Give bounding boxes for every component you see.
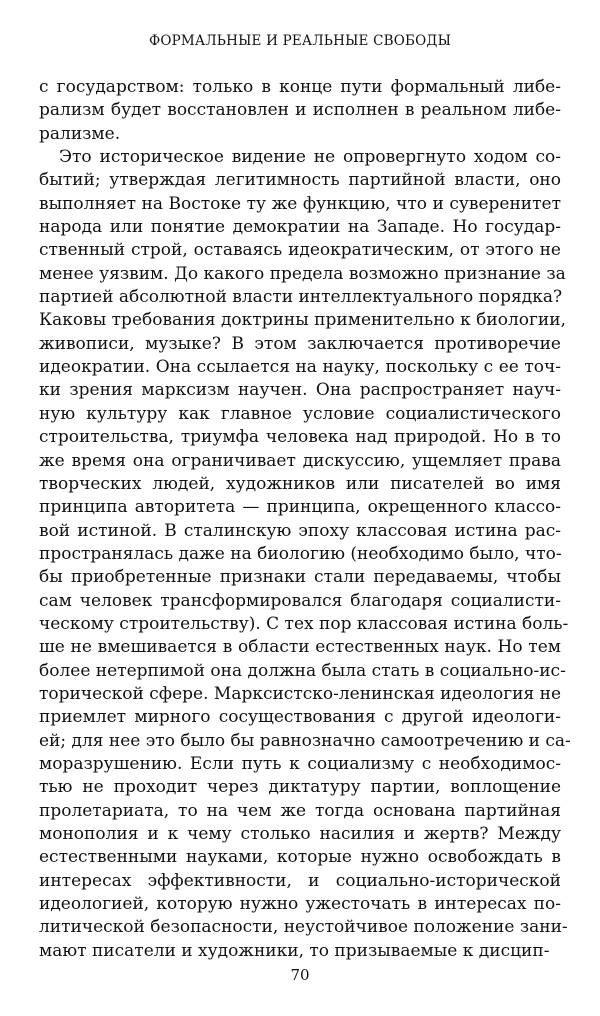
text-line: народа или понятие демократии на Западе. Но государ- [39,217,561,238]
text-line: строительства, триумфа человека над природой. Но в то [39,427,561,448]
text-line: естественными науками, которые нужно освобождать в [39,847,561,868]
text-line: бытий; утверждая легитимность партийной власти, оно [39,170,561,191]
text-line: принципа авторитета — принципа, окрещенного классо- [39,497,561,518]
text-line: выполняет на Востоке ту же функцию, что и суверенитет [39,193,561,214]
text-line: творческих людей, художников или писателей во имя [39,473,561,494]
text-line: Это историческое видение не опровергнуто ходом со- [59,147,561,168]
text-line: торической сфере. Марксистско-ленинская идеология не [39,683,562,704]
text-line: моразрушению. Если путь к социализму с необходимос- [39,753,561,774]
text-line: тью не проходит через диктатуру партии, воплощение [39,777,561,798]
text-line: ей; для нее это было бы равнозначно самоотречению и са- [39,730,571,751]
text-line: идеократии. Она ссылается на науку, поскольку с ее точ- [39,357,561,378]
paragraph-2 [39,146,571,963]
text-line: ше не вмешивается в области естественных наук. Но тем [39,637,561,658]
text-line: рализм будет восстановлен и исполнен в реальном либе- [39,100,561,121]
text-line: живописи, музыке? В этом заключается противоречие [39,333,561,354]
text-line: ки зрения марксизм научен. Она распространяет науч- [39,380,561,401]
text-line: рализме. [39,123,121,144]
text-line: пролетариата, то на чем же тогда основана партийная [39,800,561,821]
text-line: приемлет мирного сосуществования с другой идеологи- [39,707,561,728]
text-line: же время она ограничивает дискуссию, ущемляет права [39,450,561,471]
page-number: 70 [290,966,310,984]
text-line: идеологией, которую нужно ужесточать в интересах по- [39,894,561,915]
body-text [39,76,571,963]
text-line: ную культуру как главное условие социалистического [39,403,561,424]
text-line: мают писатели и художники, то призываемые к дисцип- [39,940,550,961]
text-line: партией абсолютной власти интеллектуального порядка? [39,287,563,308]
text-line: интересах эффективности, и социально-исторической [39,870,561,891]
text-line: менее уязвим. До какого предела возможно признание за [39,263,566,284]
paragraph-1 [39,76,561,146]
text-line: бы приобретенные признаки стали передаваемы, чтобы [39,567,561,588]
text-line: с государством: только в конце пути формальный либе- [39,77,561,97]
text-line: вой истиной. В сталинскую эпоху классовая истина рас- [39,520,561,541]
text-line: Каковы требования доктрины применительно к биологии, [39,310,566,331]
text-line: пространялась даже на биологию (необходимо было, что- [39,543,562,564]
text-line: ческому строительству). С тех пор классовая истина боль- [39,613,569,634]
text-line: монополия и к чему столько насилия и жертв? Между [39,824,561,844]
text-line: более нетерпимой она должна была стать в социально-ис- [39,660,566,681]
running-header: ФОРМАЛЬНЫЕ И РЕАЛЬНЫЕ СВОБОДЫ [148,33,452,49]
text-line: ственный строй, оставаясь идеократическим, от этого не [39,240,561,261]
text-line: литической безопасности, неустойчивое положение зани- [39,917,568,938]
text-line: сам человек трансформировался благодаря социалисти- [39,590,561,611]
